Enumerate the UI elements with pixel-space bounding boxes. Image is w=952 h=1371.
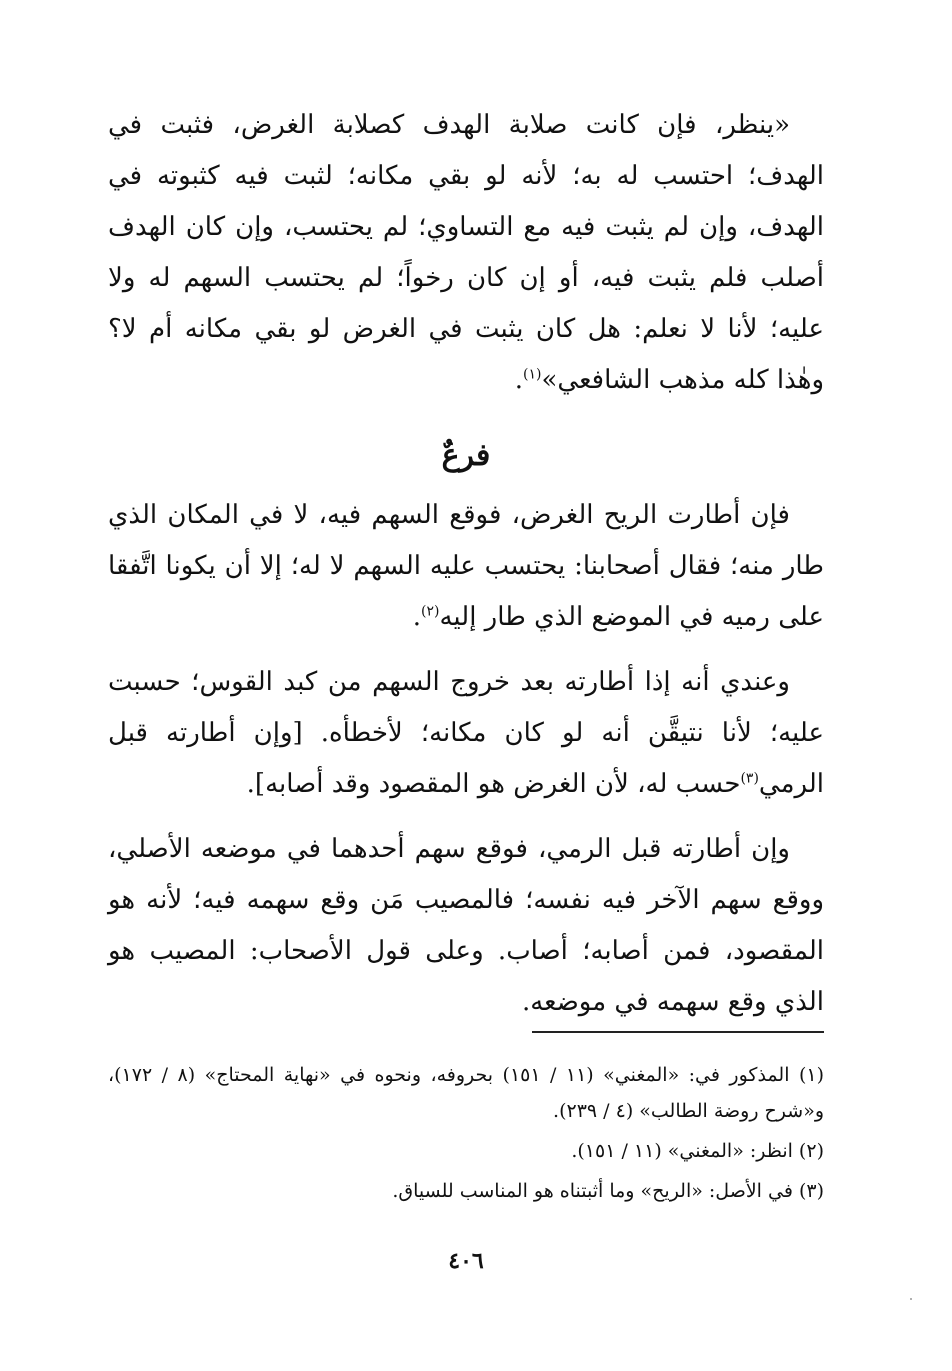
footnote-1: (١) المذكور في: «المغني» (١١ / ١٥١) بحروفه، ونحوه في «نهاية المحتاج» (٨ / ١٧٢)، و«شرح روضة الطالب» (٤ / ٢٣٩). xyxy=(108,1064,824,1122)
page-number: ٤٠٦ xyxy=(448,1248,484,1274)
paragraph-1-text: «ينظر، فإن كانت صلابة الهدف كصلابة الغرض، فثبت في الهدف؛ احتسب له به؛ لأنه لو بقي مكانه؛ لثبت فيه كثبوته في الهدف، وإن لم يثبت فيه مع التساوي؛ لم يحتسب، وإن كان الهدف أصلب فلم يثبت فيه، أو إن كان رخواً؛ لم يحتسب السهم له ولا عليه؛ لأنا لا نعلم: هل كان يثبت في الغرض لو بقي مكانه أم لا؟ وهٰذا كله مذهب الشافعي» xyxy=(108,110,824,395)
paragraph-2-text: فإن أطارت الريح الغرض، فوقع السهم فيه، لا في المكان الذي طار منه؛ فقال أصحابنا: يحتسب عليه السهم لا له؛ إلا أن يكونا اتَّفقا على رميه في الموضع الذي طار إليه xyxy=(108,500,824,632)
paragraph-1: «ينظر، فإن كانت صلابة الهدف كصلابة الغرض، فثبت في الهدف؛ احتسب له به؛ لأنه لو بقي مكانه؛ لثبت فيه كثبوته في الهدف، وإن لم يثبت فيه مع التساوي؛ لم يحتسب، وإن كان الهدف أصلب فلم يثبت فيه، أو إن كان رخواً؛ لم يحتسب السهم له ولا عليه؛ لأنا لا نعلم: هل كان يثبت في الغرض لو بقي مكانه أم لا؟ وهٰذا كله مذهب الشافعي»$^{(١)}$. xyxy=(108,110,824,395)
footnote-ref-2: (٢) xyxy=(421,603,440,620)
paragraph-4: وإن أطارته قبل الرمي، فوقع سهم أحدهما في موضعه الأصلي، ووقع سهم الآخر فيه نفسه؛ فالمصيب مَن وقع سهمه فيه؛ لأنه هو المقصود، فمن أصابه؛ أصاب. وعلى قول الأصحاب: المصيب هو الذي وقع سهمه في موضعه. xyxy=(108,834,824,1017)
section-heading: فرعٌ xyxy=(441,438,491,473)
paragraph-3-text-b: حسب له، لأن الغرض هو المقصود وقد أصابه]. xyxy=(246,769,741,799)
paragraph-3-text-a: وعندي أنه إذا أطارته بعد خروج السهم من كبد القوس؛ حسبت عليه؛ لأنا نتيقَّن أنه لو كان مكانه؛ لأخطأه. [وإن أطارته قبل الرمي xyxy=(108,667,824,799)
footnote-divider xyxy=(532,1031,824,1033)
footnote-ref-1: (١) xyxy=(523,366,542,383)
page-body xyxy=(108,100,824,1350)
footnote-2: (٢) انظر: «المغني» (١١ / ١٥١). xyxy=(571,1140,824,1162)
footnote-ref-3: (٣) xyxy=(740,770,759,787)
footnote-3: (٣) في الأصل: «الريح» وما أثبتناه هو المناسب للسياق. xyxy=(392,1180,824,1202)
footnotes xyxy=(108,1057,824,1213)
paragraph-3 xyxy=(108,657,824,810)
paragraph-2: فإن أطارت الريح الغرض، فوقع السهم فيه، لا في المكان الذي طار منه؛ فقال أصحابنا: يحتسب عليه السهم لا له؛ إلا أن يكونا اتَّفقا على رميه في الموضع الذي طار إليه$^{(٢)}$. xyxy=(108,500,824,632)
scan-speck xyxy=(910,1298,912,1300)
